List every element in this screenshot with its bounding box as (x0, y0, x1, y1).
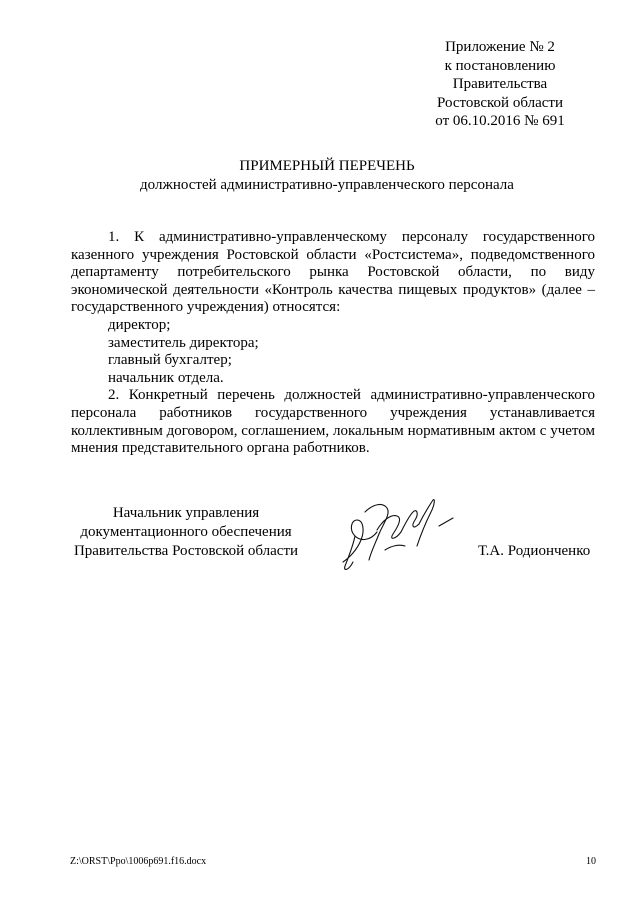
signatory-position-line: Правительства Ростовской области (73, 543, 299, 559)
position-item: главный бухгалтер; (108, 352, 232, 369)
document-body (71, 229, 595, 458)
position-item: начальник отдела. (108, 369, 224, 386)
appendix-line: Приложение № 2 (445, 39, 555, 55)
document-title (60, 157, 594, 195)
title-main: ПРИМЕРНЫЙ ПЕРЕЧЕНЬ (239, 158, 415, 174)
paragraph-2: 2. Конкретный перечень должностей административно-управленческого персонала работников государственного учреждения устанавливается коллективным договором, соглашением, локальным нормативным актом с учетом мнения представительного органа работников. (71, 387, 595, 457)
signatory-position-line: Начальник управления (112, 505, 260, 521)
paragraph-1: 1. К административно-управленческому персоналу государственного казенного учреждения Ростовской области «Ростсистема», подведомственного департаменту потребительского рынка Ростовской области, по виду экономической деятельности «Контроль качества пищевых продуктов» (далее – государственного учреждения) относятся: (71, 229, 595, 316)
signatory-position (68, 504, 304, 561)
appendix-line: Ростовской области (437, 94, 563, 111)
appendix-line: от 06.10.2016 № 691 (435, 113, 565, 129)
position-item: заместитель директора; (108, 334, 259, 351)
appendix-line: Правительства (452, 76, 548, 92)
handwritten-signature (335, 490, 465, 580)
position-item: директор; (108, 316, 171, 333)
appendix-line: к постановлению (444, 57, 556, 74)
signatory-position-line: документационного обеспечения (80, 524, 292, 540)
footer-page-number: 10 (586, 856, 596, 867)
signatory-name: Т.А. Родионченко (478, 543, 591, 559)
title-sub: должностей административно-управленческого персонала (140, 177, 514, 193)
appendix-header (400, 38, 600, 131)
footer-file-path: Z:\ORST\Ppo\1006p691.f16.docx (70, 856, 207, 867)
